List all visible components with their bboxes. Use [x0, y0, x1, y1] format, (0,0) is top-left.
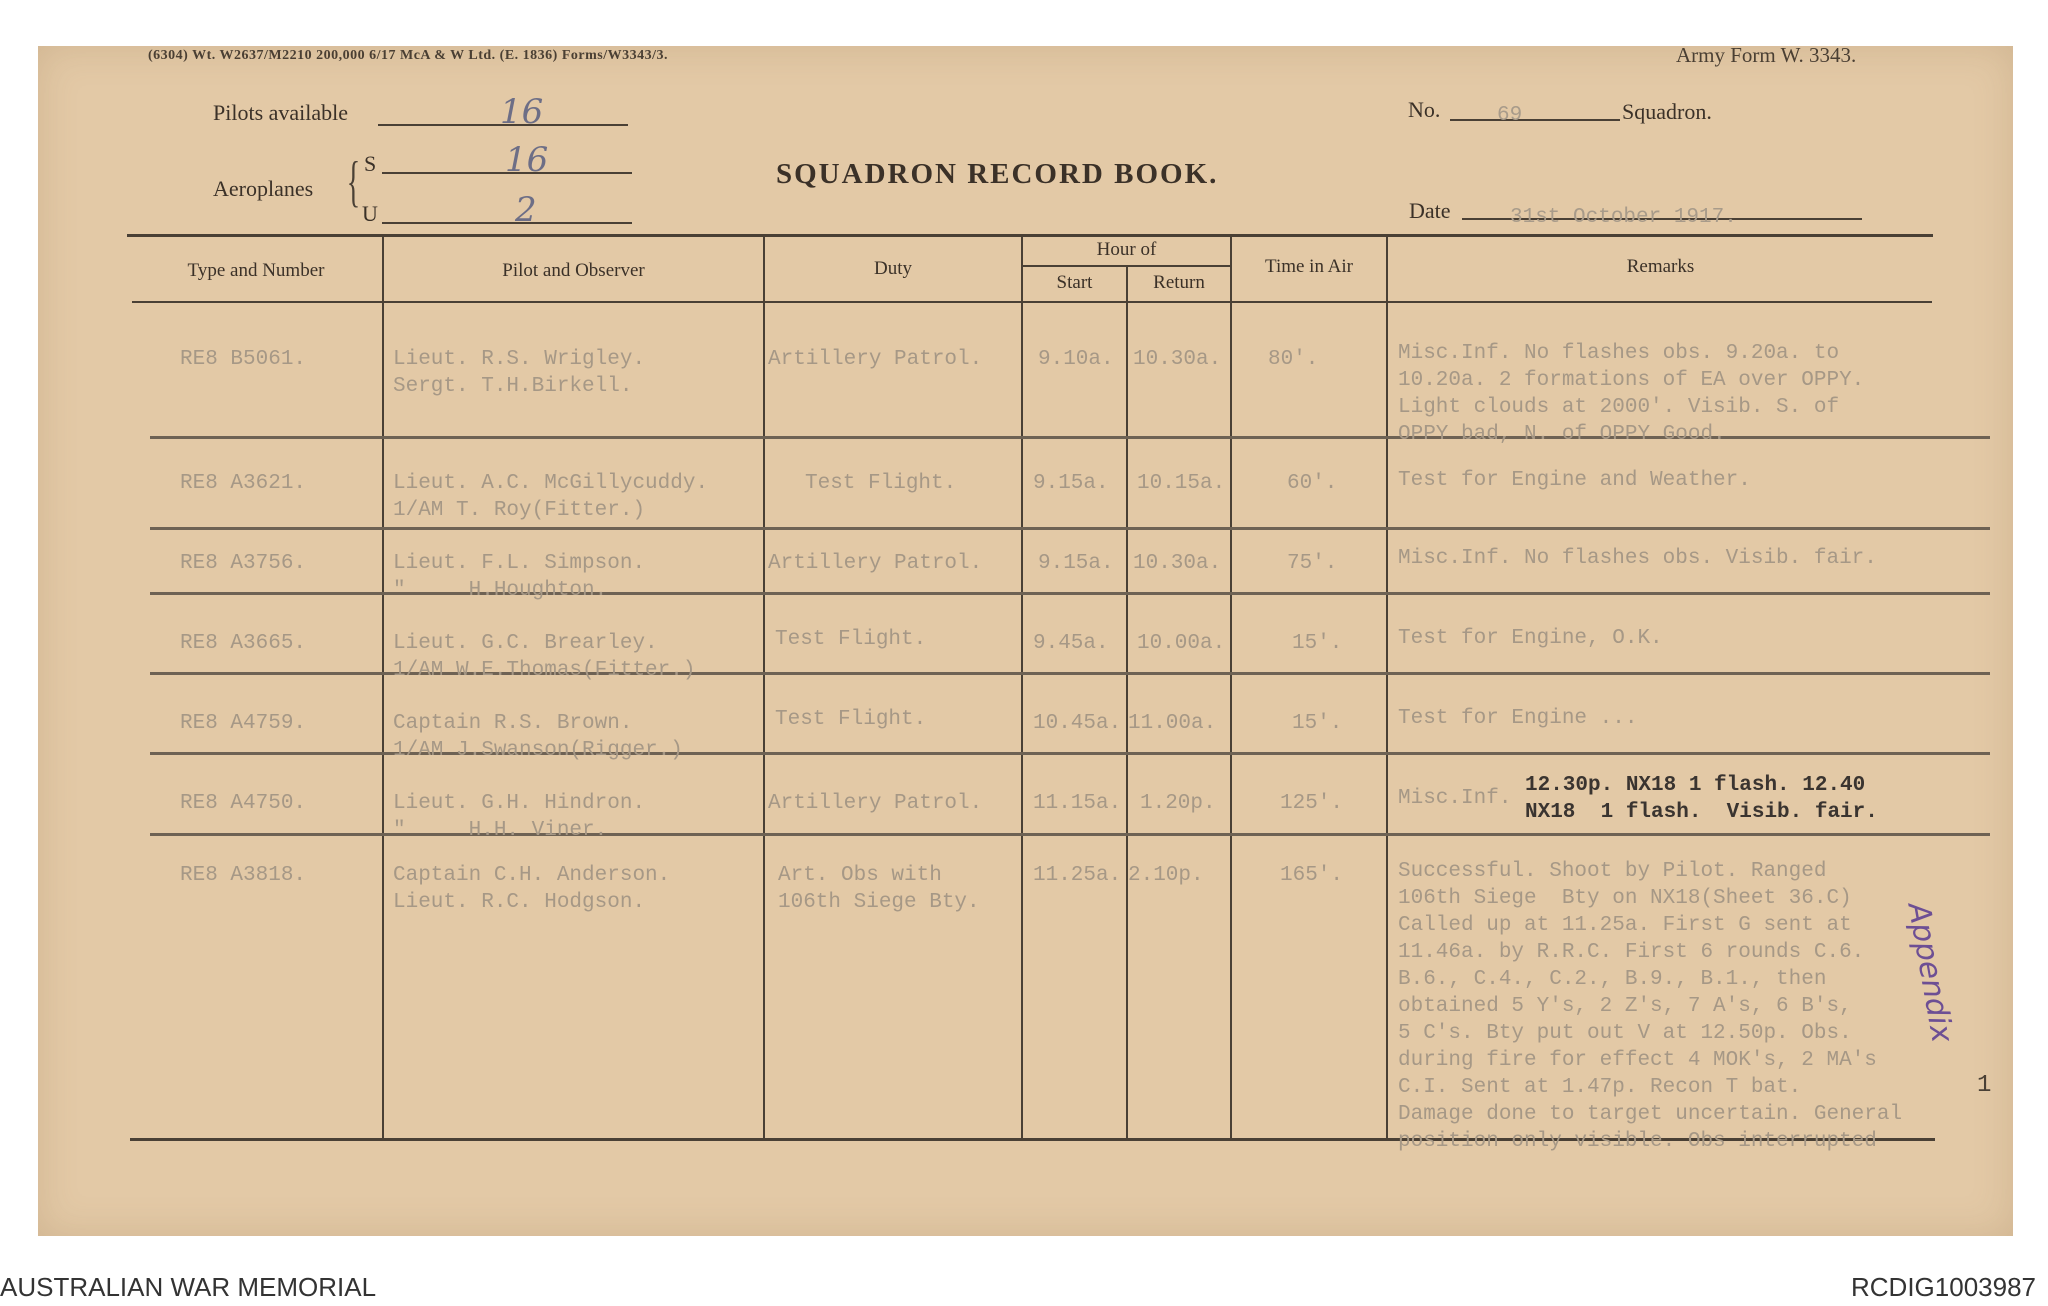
- table-cell-start: 9.15a.: [1038, 552, 1114, 575]
- appendix-annotation: Appendix: [1900, 900, 1960, 1046]
- table-cell-pilot: Lieut. G.H. Hindron. " H.H. Viner.: [393, 792, 646, 842]
- col-divider-6: [1386, 236, 1388, 1138]
- header-start: Start: [1056, 272, 1093, 293]
- table-cell-return: 10.00a.: [1137, 632, 1226, 655]
- table-cell-pilot: Captain R.S. Brown. 1/AM J.Swanson(Rigger.): [393, 712, 683, 762]
- table-cell-start: 9.10a.: [1038, 348, 1114, 371]
- u-underline: [382, 222, 632, 224]
- form-number: Army Form W. 3343.: [1676, 43, 1857, 67]
- table-cell-type: RE8 A4759.: [180, 712, 307, 735]
- table-cell-pilot: Lieut. R.S. Wrigley. Sergt. T.H.Birkell.: [393, 348, 646, 398]
- col-divider-1: [382, 236, 384, 1138]
- table-cell-pilot: Lieut. G.C. Brearley. 1/AM W.E.Thomas(Fitter.): [393, 632, 696, 682]
- table-cell-start: 11.15a.: [1033, 792, 1122, 815]
- table-cell-duty: Artillery Patrol.: [768, 348, 983, 371]
- header-remarks: Remarks: [1626, 256, 1695, 277]
- table-cell-return: 1.20p.: [1140, 792, 1216, 815]
- table-cell-start: 9.15a.: [1033, 472, 1109, 495]
- table-cell-return: 10.30a.: [1133, 552, 1222, 575]
- table-cell-remarks: Test for Engine and Weather.: [1398, 469, 1751, 492]
- row-rule: [150, 527, 1990, 530]
- serviceable-label: S: [364, 151, 377, 176]
- table-cell-type: RE8 B5061.: [180, 348, 307, 371]
- table-cell-start: 11.25a.: [1033, 864, 1122, 887]
- table-cell-return: 10.30a.: [1133, 348, 1222, 371]
- col-divider-4: [1126, 266, 1128, 1138]
- table-cell-pilot: Lieut. A.C. McGillycuddy. 1/AM T. Roy(Fitter.): [393, 472, 709, 522]
- aeroplanes-brace: {: [346, 151, 361, 213]
- print-code: (6304) Wt. W2637/M2210 200,000 6/17 McA & W Ltd. (E. 1836) Forms/W3343/3.: [148, 48, 668, 63]
- table-cell-duty: Art. Obs with 106th Siege Bty.: [778, 864, 980, 914]
- unserviceable-value: 2: [515, 190, 537, 230]
- table-cell-time: 75'.: [1287, 552, 1338, 575]
- header-return: Return: [1153, 272, 1205, 293]
- table-cell-time: 80'.: [1268, 348, 1319, 371]
- table-cell-time: 60'.: [1287, 472, 1338, 495]
- table-cell-type: RE8 A3665.: [180, 632, 307, 655]
- table-cell-start: 9.45a.: [1033, 632, 1109, 655]
- no-underline: [1450, 119, 1620, 121]
- table-cell-remarks: Misc.Inf. No flashes obs. Visib. fair.: [1398, 547, 1877, 570]
- date-value: 31st October 1917.: [1510, 206, 1737, 229]
- col-divider-2: [763, 236, 765, 1138]
- table-cell-remarks-typed: 12.30p. NX18 1 flash. 12.40 NX18 1 flash. Visib. fair.: [1525, 774, 1878, 824]
- table-cell-time: 15'.: [1292, 632, 1343, 655]
- table-cell-time: 165'.: [1280, 864, 1344, 887]
- header-duty: Duty: [874, 258, 912, 279]
- table-cell-duty: Test Flight.: [775, 708, 927, 731]
- table-cell-remarks: Test for Engine ...: [1398, 707, 1638, 730]
- aeroplanes-label: Aeroplanes: [213, 176, 314, 201]
- table-cell-start: 10.45a.: [1033, 712, 1122, 735]
- table-cell-duty: Test Flight.: [805, 472, 957, 495]
- footer-reference: RCDIG1003987: [1851, 1272, 2036, 1302]
- table-cell-time: 125'.: [1280, 792, 1344, 815]
- table-cell-return: 2.10p.: [1128, 864, 1204, 887]
- hour-of-rule: [1022, 265, 1230, 267]
- col-divider-3: [1021, 236, 1023, 1138]
- table-cell-type: RE8 A3756.: [180, 552, 307, 575]
- header-pilot-observer: Pilot and Observer: [502, 260, 645, 281]
- table-cell-duty: Artillery Patrol.: [768, 792, 983, 815]
- page-number: 1: [1977, 1072, 1992, 1099]
- table-top-rule: [127, 234, 1933, 237]
- table-cell-pilot: Lieut. F.L. Simpson. " H.Houghton.: [393, 552, 646, 602]
- squadron-number: 69: [1497, 104, 1523, 127]
- serviceable-value: 16: [505, 140, 549, 180]
- table-cell-remarks: Misc.Inf. No flashes obs. 9.20a. to 10.20a. 2 formations of EA over OPPY. Light clouds at 2000'. Visib. S. of OPPY bad, N. of OPPY Good.: [1398, 342, 1865, 446]
- header-type-number: Type and Number: [187, 260, 325, 281]
- table-cell-type: RE8 A4750.: [180, 792, 307, 815]
- table-cell-type: RE8 A3818.: [180, 864, 307, 887]
- table-cell-return: 11.00a.: [1128, 712, 1217, 735]
- table-cell-remarks: Successful. Shoot by Pilot. Ranged 106th Siege Bty on NX18(Sheet 36.C) Called up at 11.25a. First G sent at 11.46a. by R.R.C. First 6 rounds C.6. B.6., C.4., C.2., B.9., B.1., then obtained 5 Y's, 2 Z's, 7 A's, 6 B's, 5 C's. Bty put out V at 12.50p. Obs. during fire for effect 4 MOK's, 2 MA's C.I. Sent at 1.47p. Recon T bat. Damage done to target uncertain. General position only visible. Obs interrupted: [1398, 860, 1903, 1153]
- pilots-available-value: 16: [500, 92, 544, 132]
- table-cell-duty: Artillery Patrol.: [768, 552, 983, 575]
- table-cell-remarks: Test for Engine, O.K.: [1398, 627, 1663, 650]
- footer-institution: AUSTRALIAN WAR MEMORIAL: [0, 1272, 377, 1302]
- header-time-in-air: Time in Air: [1265, 256, 1353, 277]
- page-title: SQUADRON RECORD BOOK.: [776, 158, 1219, 190]
- col-divider-5: [1230, 236, 1232, 1138]
- table-cell-type: RE8 A3621.: [180, 472, 307, 495]
- table-cell-duty: Test Flight.: [775, 628, 927, 651]
- no-label: No.: [1408, 97, 1441, 122]
- date-label: Date: [1409, 198, 1451, 223]
- pilots-available-label: Pilots available: [213, 100, 349, 125]
- squadron-label: Squadron.: [1622, 99, 1712, 124]
- table-cell-remarks: Misc.Inf.: [1398, 787, 1512, 810]
- table-cell-return: 10.15a.: [1137, 472, 1226, 495]
- table-header-rule: [132, 301, 1932, 303]
- table-cell-time: 15'.: [1292, 712, 1343, 735]
- header-hour-of: Hour of: [1096, 239, 1157, 260]
- unserviceable-label: U: [362, 201, 378, 226]
- table-cell-pilot: Captain C.H. Anderson. Lieut. R.C. Hodgson.: [393, 864, 671, 914]
